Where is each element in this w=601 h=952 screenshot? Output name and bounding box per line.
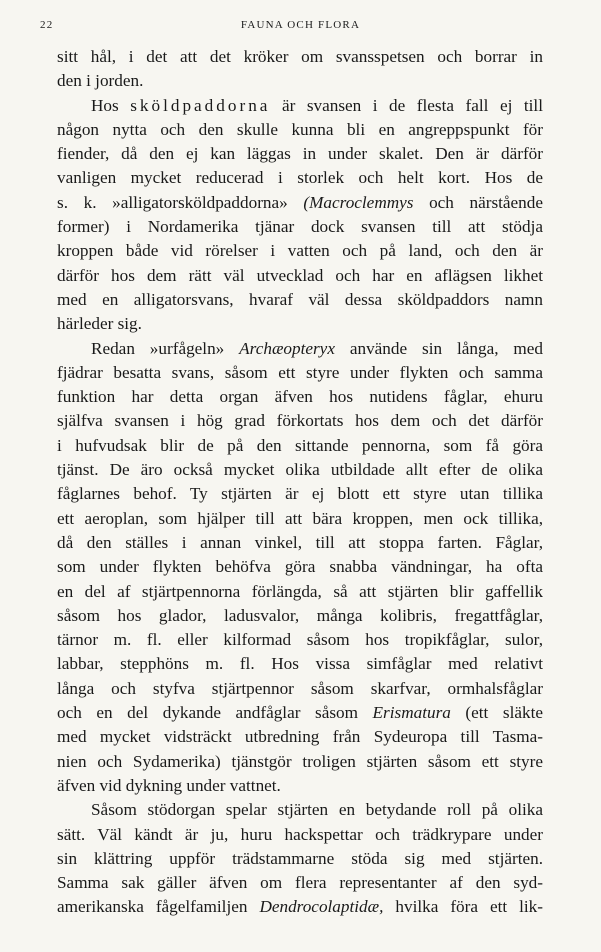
italic-term: Dendrocolaptidæ,: [259, 897, 384, 917]
italic-term: (Macroclemmys: [303, 192, 414, 212]
text-line: den i jorden.: [57, 71, 144, 91]
text-line: sin klättring uppför trädstammarne stöda sig med stjärten.: [57, 848, 543, 868]
text-line: fiender, då den ej kan läggas in under skalet. Den är därför: [57, 144, 543, 164]
text-line: med en alligatorsvans, hvaraf väl dessa sköldpaddors namn: [57, 289, 543, 309]
text-line: labbar, stepphöns m. fl. Hos vissa simfåglar med relativt: [57, 654, 543, 674]
running-title: FAUNA OCH FLORA: [240, 19, 361, 31]
text-line: tärnor m. fl. eller kilformad såsom hos tropikfåglar, sulor,: [57, 630, 543, 650]
text-line: Hos sköldpaddorna är svansen i de flesta fall ej till: [91, 95, 543, 115]
page-number: 22: [40, 19, 54, 31]
text-line: s. k. »alligatorsköldpaddorna» (Macroclemmys och närstående: [57, 192, 543, 212]
text-line: som under flykten behöfva göra snabba vändningar, ha ofta: [57, 557, 543, 577]
italic-term: Archæopteryx: [239, 338, 335, 358]
text-line: fjädrar besatta svans, såsom ett styre under flykten och samma: [57, 362, 543, 382]
italic-term: Erismatura: [372, 703, 451, 723]
text-line: former) i Nordamerika tjänar dock svansen till att stödja: [57, 217, 543, 237]
text-line: någon nytta och den skulle kunna bli en angreppspunkt för: [57, 119, 543, 139]
text-line: därför hos dem rätt väl utvecklad och har en aflägsen likhet: [57, 265, 543, 285]
text-line: kroppen både vid rörelser i vatten och på land, och den är: [57, 241, 543, 261]
text-line: såsom hos glador, ladusvalor, många kolibris, fregattfåglar,: [57, 605, 543, 625]
page-header: [0, 19, 601, 35]
text-line: fåglarnes behof. Ty stjärten är ej blott ett styre utan tillika: [57, 484, 543, 504]
text-line: tjänst. De äro också mycket olika utbildade allt efter de olika: [57, 460, 543, 480]
text-line: sätt. Väl kändt är ju, huru hackspettar och trädkrypare under: [57, 824, 543, 844]
text-line: nien och Sydamerika) tjänstgör troligen stjärten såsom ett styre: [57, 751, 543, 771]
text-line: äfven vid dykning under vattnet.: [57, 775, 281, 795]
text-line: långa och styfva stjärtpennor såsom skarfvar, ormhalsfåglar: [57, 678, 543, 698]
text-line: sitt hål, i det att det kröker om svansspetsen och borrar in: [57, 47, 543, 66]
text-line: ett aeroplan, som hjälper till att bära kroppen, men ock tillika,: [57, 508, 543, 528]
text-line: Samma sak gäller äfven om flera representanter af den syd-: [57, 873, 543, 893]
text-line: Såsom stödorgan spelar stjärten en betydande roll på olika: [91, 800, 543, 820]
text-line: själfva svansen i hög grad förkortats hos dem och det därför: [57, 411, 543, 431]
text-line: en del af stjärtpennorna förlängda, så att stjärten blir gaffellik: [57, 581, 543, 601]
text-line: vanligen mycket reducerad i storlek och helt kort. Hos de: [57, 168, 543, 188]
text-line: Redan »urfågeln» Archæopteryx använde sin långa, med: [91, 338, 543, 358]
text-line: funktion har detta organ äfven hos nutidens fåglar, ehuru: [57, 387, 543, 407]
text-line: med mycket vidsträckt utbredning från Sydeuropa till Tasma-: [57, 727, 543, 747]
body-text: [57, 45, 543, 920]
text-line: amerikanska fågelfamiljen Dendrocolaptidæ, hvilka föra ett lik-: [57, 897, 543, 917]
spaced-term: sköldpaddorna: [130, 95, 271, 115]
text-line: i hufvudsak blir de på den sittande pennorna, som få göra: [57, 435, 543, 455]
text-line: härleder sig.: [57, 314, 142, 334]
text-line: och en del dykande andfåglar såsom Erismatura (ett släkte: [57, 703, 543, 723]
text-line: då den ställes i annan vinkel, till att stoppa farten. Fåglar,: [57, 532, 543, 552]
